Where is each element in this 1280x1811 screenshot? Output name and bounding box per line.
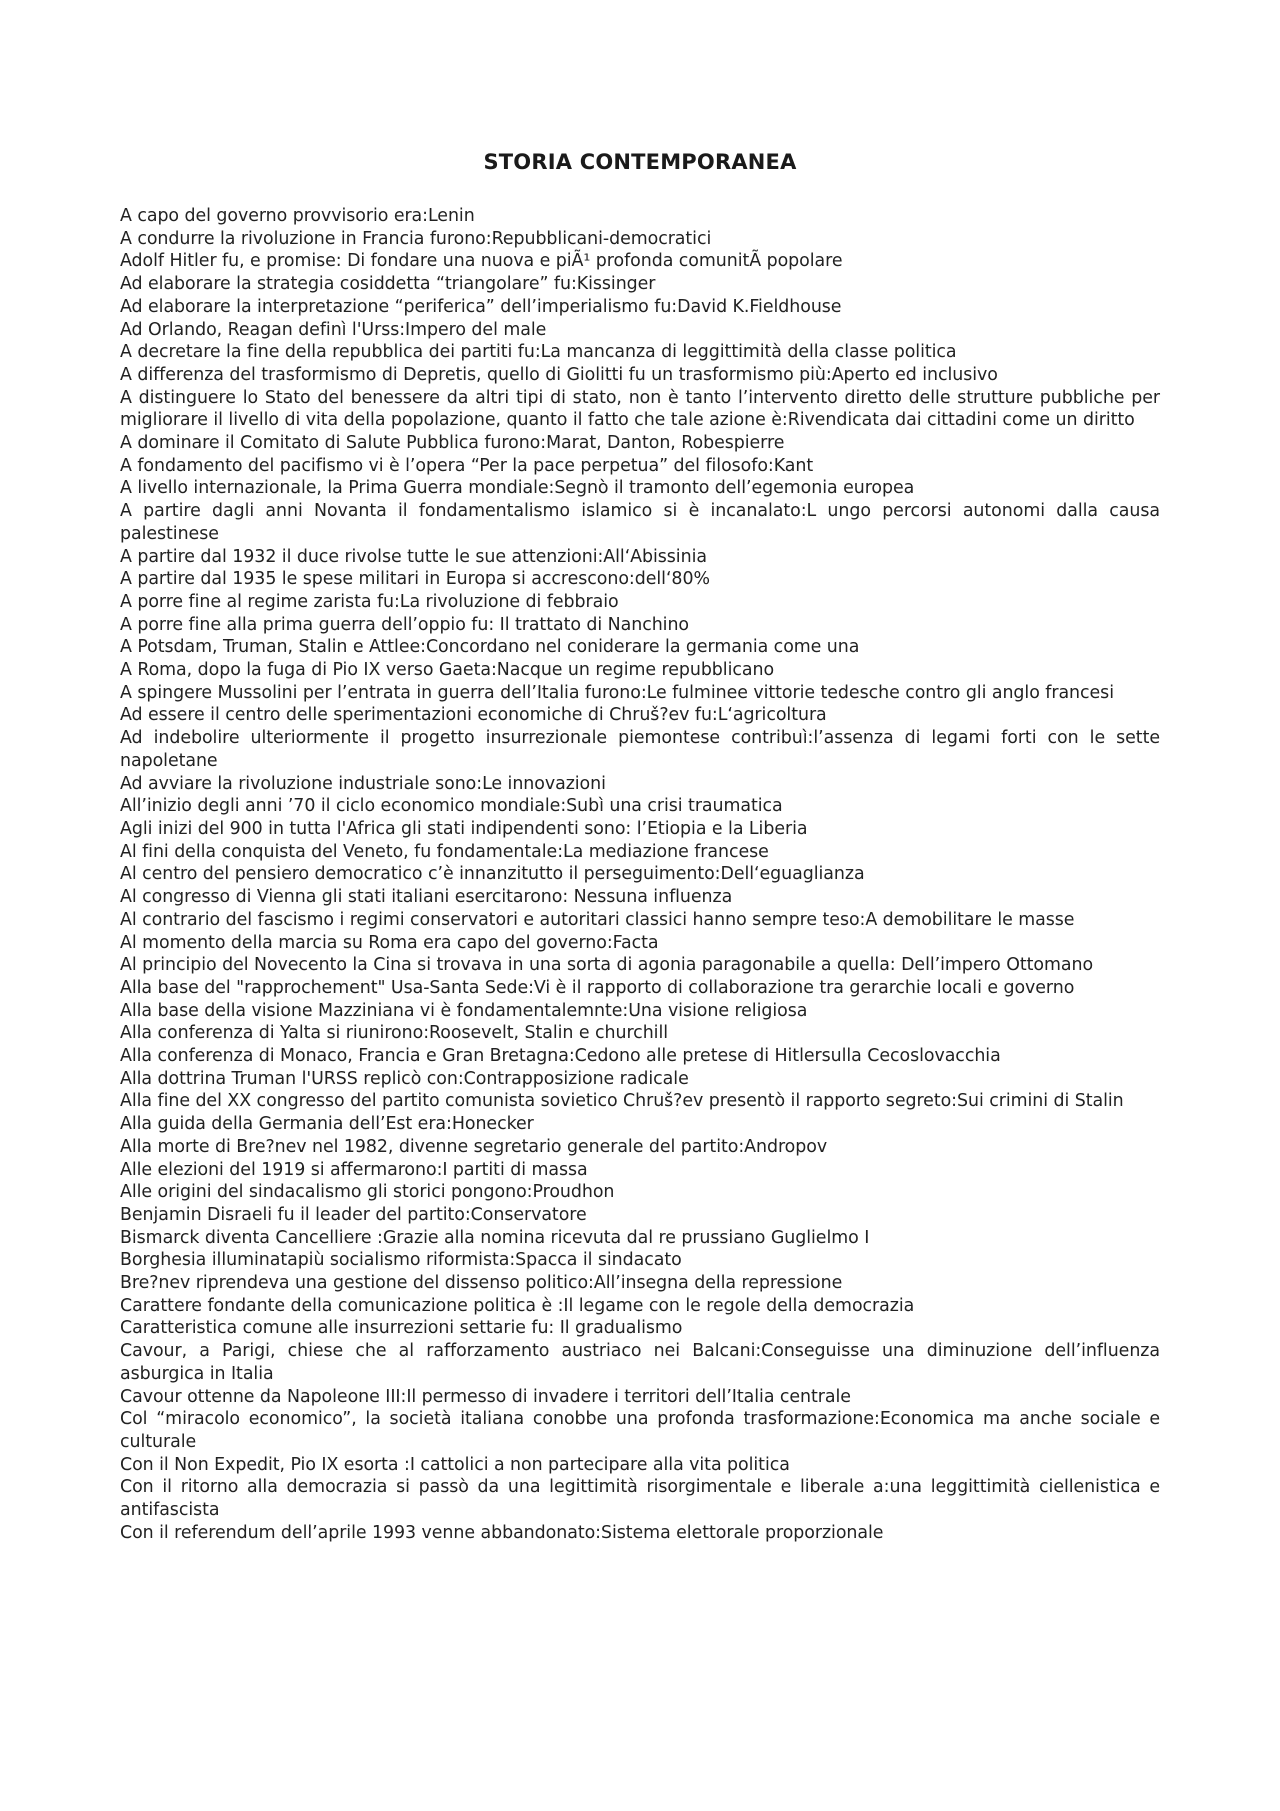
list-item: Alla morte di Bre?nev nel 1982, divenne segretario generale del partito:Andropov: [120, 1136, 828, 1157]
list-item: Carattere fondante della comunicazione politica è :Il legame con le regole della democrazia: [120, 1295, 915, 1316]
list-item: A decretare la fine della repubblica dei partiti fu:La mancanza di leggittimità della classe politica: [120, 342, 957, 363]
list-item: Al principio del Novecento la Cina si trovava in una sorta di agonia paragonabile a quella: Dell’impero Ottomano: [120, 955, 1094, 976]
list-item: Al momento della marcia su Roma era capo del governo:Facta: [120, 932, 659, 953]
list-item: Alla conferenza di Monaco, Francia e Gran Bretagna:Cedono alle pretese di Hitlersulla Cecoslovacchia: [120, 1046, 1001, 1067]
list-item: Cavour ottenne da Napoleone III:Il permesso di invadere i territori dell’Italia centrale: [120, 1386, 851, 1407]
list-item: A livello internazionale, la Prima Guerra mondiale:Segnò il tramonto dell’egemonia europea: [120, 478, 915, 499]
list-item: Ad elaborare la interpretazione “periferica” dell’imperialismo fu:David K.Fieldhouse: [120, 296, 842, 317]
list-item: Alle elezioni del 1919 si affermarono:I partiti di massa: [120, 1159, 588, 1180]
list-item: Ad essere il centro delle sperimentazioni economiche di Chruš?ev fu:L‘agricoltura: [120, 705, 827, 726]
list-item: Con il Non Expedit, Pio IX esorta :I cattolici a non partecipare alla vita politica: [120, 1454, 790, 1475]
list-item: Cavour, a Parigi, chiese che al rafforzamento austriaco nei Balcani:Conseguisse una diminuzione dell’influenza asburgica in Italia: [120, 1341, 1160, 1384]
list-item: Caratteristica comune alle insurrezioni settarie fu: Il gradualismo: [120, 1318, 683, 1339]
page-title: STORIA CONTEMPORANEA: [483, 150, 797, 174]
list-item: A dominare il Comitato di Salute Pubblica furono:Marat, Danton, Robespierre: [120, 433, 785, 454]
list-item: Ad Orlando, Reagan definì l'Urss:Impero del male: [120, 319, 547, 340]
list-item: Al congresso di Vienna gli stati italiani esercitarono: Nessuna influenza: [120, 887, 733, 908]
list-item: Alla guida della Germania dell’Est era:Honecker: [120, 1114, 534, 1135]
list-item: Borghesia illuminatapiù socialismo riformista:Spacca il sindacato: [120, 1250, 682, 1271]
list-item: A partire dagli anni Novanta il fondamentalismo islamico si è incanalato:L ungo percorsi autonomi dalla causa palestinese: [120, 501, 1160, 544]
list-item: A spingere Mussolini per l’entrata in guerra dell’Italia furono:Le fulminee vittorie tedesche contro gli anglo francesi: [120, 682, 1114, 703]
list-item: A differenza del trasformismo di Depretis, quello di Giolitti fu un trasformismo più:Aperto ed inclusivo: [120, 364, 998, 385]
list-item: A fondamento del pacifismo vi è l’opera “Per la pace perpetua” del filosofo:Kant: [120, 455, 814, 476]
list-item: A capo del governo provvisorio era:Lenin: [120, 206, 475, 226]
list-item: Con il ritorno alla democrazia si passò da una legittimità risorgimentale e liberale a:una leggittimità ciellenistica e antifascista: [120, 1477, 1160, 1521]
list-item: Alla fine del XX congresso del partito comunista sovietico Chruš?ev presentò il rapporto segreto:Sui crimini di Stalin: [120, 1091, 1124, 1112]
list-item: Al contrario del fascismo i regimi conservatori e autoritari classici hanno sempre teso:A demobilitare le masse: [120, 909, 1075, 930]
list-item: A partire dal 1932 il duce rivolse tutte le sue attenzioni:All‘Abissinia: [120, 546, 707, 567]
list-item: A condurre la rivoluzione in Francia furono:Repubblicani-democratici: [120, 228, 712, 249]
list-item: A Potsdam, Truman, Stalin e Attlee:Concordano nel coniderare la germania come una: [120, 637, 860, 658]
list-item: Bismarck diventa Cancelliere :Grazie alla nomina ricevuta dal re prussiano Guglielmo I: [120, 1227, 870, 1248]
list-item: Bre?nev riprendeva una gestione del dissenso politico:All’insegna della repressione: [120, 1273, 843, 1294]
list-item: A partire dal 1935 le spese militari in Europa si accrescono:dell‘80%: [120, 569, 710, 590]
list-item: Alla base della visione Mazziniana vi è fondamentalemnte:Una visione religiosa: [120, 1000, 808, 1021]
list-item: A Roma, dopo la fuga di Pio IX verso Gaeta:Nacque un regime repubblicano: [120, 660, 775, 681]
list-item: Alla dottrina Truman l'URSS replicò con:Contrapposizione radicale: [120, 1068, 689, 1089]
list-item: Ad elaborare la strategia cosiddetta “triangolare” fu:Kissinger: [120, 274, 656, 295]
list-item: Alla base del "rapprochement" Usa-Santa Sede:Vi è il rapporto di collaborazione tra gerarchie locali e governo: [120, 977, 1075, 998]
entry-list: [120, 205, 1160, 1544]
list-item: A porre fine al regime zarista fu:La rivoluzione di febbraio: [120, 591, 619, 612]
list-item: A porre fine alla prima guerra dell’oppio fu: Il trattato di Nanchino: [120, 614, 690, 635]
list-item: Benjamin Disraeli fu il leader del partito:Conservatore: [120, 1204, 587, 1225]
list-item: Con il referendum dell’aprile 1993 venne abbandonato:Sistema elettorale proporzionale: [120, 1522, 884, 1543]
list-item: Ad indebolire ulteriormente il progetto insurrezionale piemontese contribuì:l’assenza di legami forti con le sette napoletane: [120, 728, 1160, 771]
list-item: Alle origini del sindacalismo gli storici pongono:Proudhon: [120, 1182, 615, 1203]
list-item: Alla conferenza di Yalta si riunirono:Roosevelt, Stalin e churchill: [120, 1023, 669, 1044]
list-item: All’inizio degli anni ’70 il ciclo economico mondiale:Subì una crisi traumatica: [120, 796, 783, 817]
list-item: Al fini della conquista del Veneto, fu fondamentale:La mediazione francese: [120, 841, 769, 862]
list-item: A distinguere lo Stato del benessere da altri tipi di stato, non è tanto l’intervento diretto delle strutture pubbliche per migliorare il livello di vita della popolazione, quanto il fatto che tale azione è:Rivendicata dai cittadini come un diritto: [120, 387, 1160, 431]
list-item: Col “miracolo economico”, la società italiana conobbe una profonda trasformazione:Economica ma anche sociale e culturale: [120, 1409, 1160, 1452]
list-item: Adolf Hitler fu, e promise: Di fondare una nuova e piÃ¹ profonda comunitÃ popolare: [120, 251, 843, 272]
list-item: Al centro del pensiero democratico c’è innanzitutto il perseguimento:Dell‘eguaglianza: [120, 864, 865, 885]
list-item: Ad avviare la rivoluzione industriale sono:Le innovazioni: [120, 773, 606, 794]
list-item: Agli inizi del 900 in tutta l'Africa gli stati indipendenti sono: l’Etiopia e la Liberia: [120, 818, 808, 839]
